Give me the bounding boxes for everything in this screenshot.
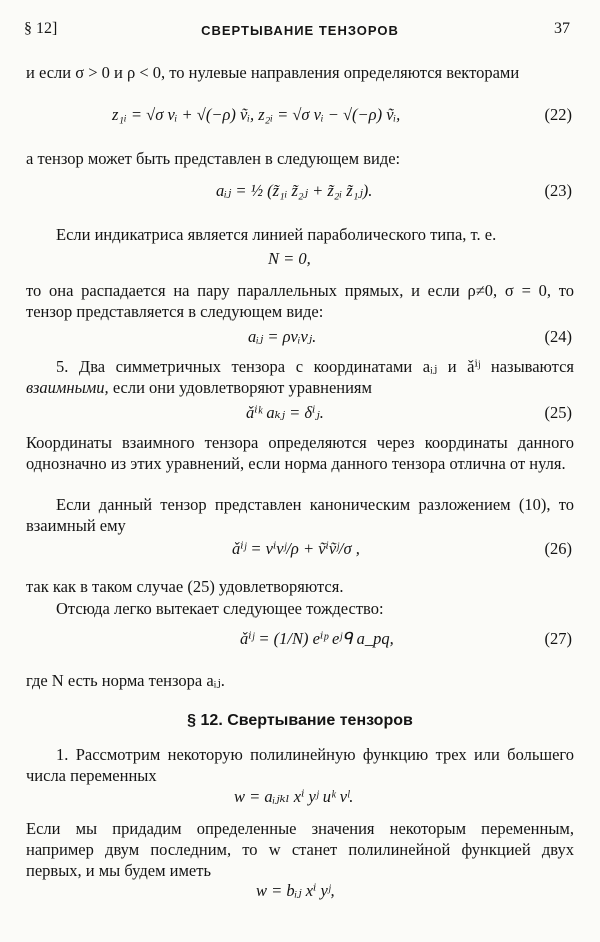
equation-n: [0, 248, 600, 274]
equation-number: (25): [544, 403, 572, 422]
equation-26: [0, 538, 600, 564]
equation-number: (26): [544, 539, 572, 558]
paragraph: Если индикатриса является линией параболического типа, т. е.: [56, 225, 497, 244]
equation-formula: aᵢⱼ = ρvᵢvⱼ.: [248, 327, 317, 346]
equation-w2: [0, 880, 600, 906]
paragraph: [26, 356, 574, 398]
equation-formula: w = aᵢⱼₖₗ xⁱ yʲ uᵏ vˡ.: [234, 787, 354, 806]
paragraph: и если σ > 0 и ρ < 0, то нулевые направления определяются векторами: [26, 63, 520, 82]
paragraph: Если данный тензор представлен каноническим разложением (10), то взаимный ему: [26, 495, 574, 535]
equation-23: [0, 180, 600, 206]
equation-22: [0, 104, 600, 130]
paragraph-text: если они удовлетворяют уравнениям: [112, 378, 372, 397]
equation-24: [0, 326, 600, 352]
equation-25: [0, 402, 600, 428]
equation-formula: z₁ᵢ = √σ vᵢ + √(−ρ) ṽᵢ, z₂ᵢ = √σ vᵢ − √(−ρ) ṽᵢ,: [112, 105, 401, 124]
equation-formula: w = bᵢⱼ xⁱ yʲ,: [256, 881, 335, 900]
equation-formula: ǎⁱʲ = vⁱvʲ/ρ + ṽⁱṽʲ/σ ,: [232, 539, 360, 558]
paragraph: Координаты взаимного тензора определяются через координаты данного однозначно из этих уравнений, если норма данного тензора отлична от нуля.: [26, 433, 574, 473]
equation-formula: aᵢⱼ = ½ (z̃₁ᵢ z̃₂ⱼ + z̃₂ᵢ z̃₁ⱼ).: [216, 181, 373, 200]
equation-number: (23): [544, 181, 572, 200]
equation-number: (22): [544, 105, 572, 124]
equation-27: [0, 628, 600, 654]
section-heading: § 12. Свертывание тензоров: [187, 712, 413, 729]
page-number: 37: [554, 20, 570, 37]
term-emphasis: взаимными,: [26, 378, 109, 397]
paragraph: а тензор может быть представлен в следующем виде:: [26, 149, 401, 168]
equation-w1: [0, 786, 600, 812]
paragraph: Если мы придадим определенные значения некоторым переменным, например двум последним, то w станет полилинейной функцией двух первых, и мы будем иметь: [26, 819, 574, 880]
paragraph-text: 5. Два симметричных тензора с координатами aᵢⱼ и ǎⁱʲ называются: [56, 357, 574, 376]
equation-formula: N = 0,: [268, 249, 311, 268]
paragraph: так как в таком случае (25) удовлетворяются.: [26, 577, 344, 596]
paragraph: то она распадается на пару параллельных прямых, и если ρ≠0, σ = 0, то тензор представляется в следующем виде:: [26, 281, 574, 321]
paragraph: 1. Рассмотрим некоторую полилинейную функцию трех или большего числа переменных: [26, 745, 574, 785]
paragraph: где N есть норма тензора aᵢⱼ.: [26, 671, 225, 690]
equation-number: (27): [544, 629, 572, 648]
equation-formula: ǎⁱᵏ aₖⱼ = δⁱⱼ.: [246, 403, 324, 422]
equation-formula: ǎⁱʲ = (1/N) eⁱᵖ eʲᑫ a_pq,: [240, 629, 394, 648]
paragraph: Отсюда легко вытекает следующее тождество:: [56, 599, 384, 618]
header-section: § 12]: [24, 20, 58, 37]
equation-number: (24): [544, 327, 572, 346]
header-title: СВЕРТЫВАНИЕ ТЕНЗОРОВ: [201, 23, 399, 38]
